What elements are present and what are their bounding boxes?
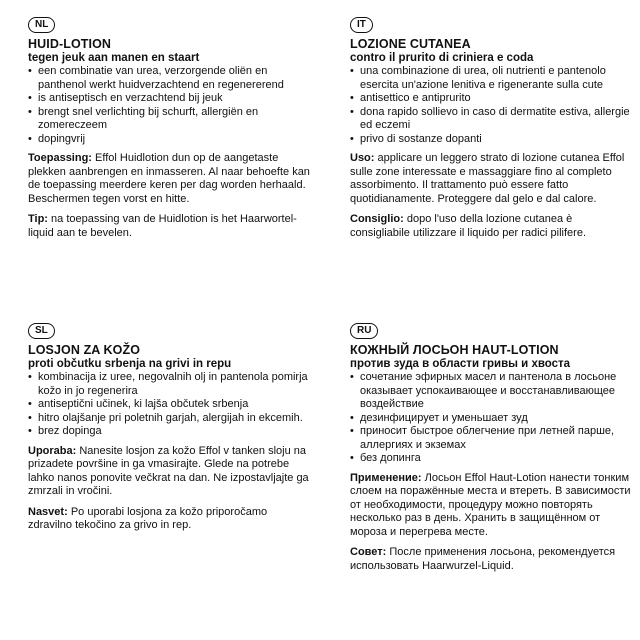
benefits-list-nl — [28, 65, 313, 146]
product-title-ru: КОЖНЫЙ ЛОСЬОН HAUT-LOTION — [350, 343, 559, 357]
panel-nl — [28, 14, 313, 247]
panel-sl — [28, 320, 313, 540]
list-item: • een combinatie van urea, verzorgende oliën en panthenol werkt huidverzachtend en regenererend — [28, 65, 313, 92]
usage-text-nl: Effol Huidlotion dun op de aangetaste plekken aanbrengen en inmasseren. Al naar behoefte kan de toepassing meerdere keren per dag worden herhaald. Beschermen tegen vorst en hitte. — [28, 152, 310, 205]
tip-paragraph-sl — [28, 506, 313, 533]
language-badge-sl: SL — [28, 323, 55, 339]
usage-label-sl: Uporaba: — [28, 444, 77, 457]
usage-paragraph-ru — [350, 472, 635, 540]
list-item: • antisettico e antiprurito — [350, 92, 635, 106]
tip-label-ru: Совет: — [350, 546, 387, 558]
product-title-sl: LOSJON ZA KOŽO — [28, 343, 141, 357]
benefits-list-sl — [28, 371, 313, 439]
list-item: • privo di sostanze dopanti — [350, 133, 635, 147]
list-item: • сочетание эфирных масел и пантенола в лосьоне оказывает успокаивающее и восстанавливающее воздействие — [350, 371, 635, 412]
language-badge-it: IT — [350, 17, 373, 33]
product-title-nl: HUID-LOTION — [28, 37, 112, 51]
list-item: • приносит быстрое облегчение при летней парше, аллергиях и экземах — [350, 425, 635, 452]
usage-label-ru: Применение: — [350, 471, 422, 484]
list-item: • hitro olajšanje pri poletnih garjah, alergijah in ekcemih. — [28, 412, 313, 426]
tip-paragraph-nl — [28, 213, 313, 240]
tip-text-it: dopo l'uso della lozione cutanea è consigliabile utilizzare il liquido per radici pilifere. — [350, 213, 587, 239]
panel-it — [350, 14, 635, 247]
list-item: • без допинга — [350, 452, 635, 466]
usage-paragraph-it — [350, 152, 635, 206]
language-badge-nl: NL — [28, 17, 55, 33]
product-title-it: LOZIONE CUTANEA — [350, 37, 471, 51]
list-item: • brengt snel verlichting bij schurft, allergiën en zomereczeem — [28, 106, 313, 133]
tip-text-ru: После применения лосьона, рекомендуется использовать Haarwurzel-Liquid. — [350, 546, 616, 572]
tip-label-sl: Nasvet: — [28, 505, 68, 518]
product-subtitle-nl: tegen jeuk aan manen en staart — [28, 52, 200, 64]
tip-paragraph-it — [350, 213, 635, 240]
list-item: • dona rapido sollievo in caso di dermatite estiva, allergie ed eczemi — [350, 106, 635, 133]
panel-ru — [350, 320, 635, 580]
language-badge-ru: RU — [350, 323, 378, 339]
list-item: • is antiseptisch en verzachtend bij jeuk — [28, 92, 313, 106]
tip-label-it: Consiglio: — [350, 213, 404, 225]
tip-text-nl: na toepassing van de Huidlotion is het Haarwortel-liquid aan te bevelen. — [28, 213, 297, 239]
usage-label-nl: Toepassing: — [28, 152, 92, 164]
list-item: • kombinacija iz uree, negovalnih olj in pantenola pomirja kožo in jo regenerira — [28, 371, 313, 398]
tip-text-sl: Po uporabi losjona za kožo priporočamo zdravilno tekočino za grivo in rep. — [28, 505, 268, 531]
usage-paragraph-nl — [28, 152, 313, 206]
list-item: • dopingvrij — [28, 133, 313, 147]
usage-label-it: Uso: — [350, 152, 375, 164]
usage-text-ru: Лосьон Effol Haut-Lotion нанести тонким слоем на поражённые места и втереть. В зависимости от необходимости, процедуру можно повторять несколько раз в день. Хранить в защищённом от мороза и перегрева месте. — [350, 471, 631, 538]
list-item: • una combinazione di urea, oli nutrienti e pantenolo esercita un'azione lenitiva e rigenerante sulla cute — [350, 65, 635, 92]
benefits-list-ru — [350, 371, 635, 466]
list-item: • antiseptični učinek, ki lajša občutek srbenja — [28, 398, 313, 412]
product-subtitle-ru: против зуда в области гривы и хвоста — [350, 358, 571, 370]
tip-paragraph-ru — [350, 546, 635, 573]
list-item: • дезинфицирует и уменьшает зуд — [350, 412, 635, 426]
product-subtitle-it: contro il prurito di criniera e coda — [350, 52, 534, 64]
usage-text-sl: Nanesite losjon za kožo Effol v tanken sloju na prizadete površine in ga vmasirajte. Glede na potrebe lahko nanos ponovite večkrat na dan. Ne izpostavljajte ga zmrzali in vročini. — [28, 444, 309, 497]
benefits-list-it — [350, 65, 635, 146]
tip-label-nl: Tip: — [28, 213, 48, 225]
usage-paragraph-sl — [28, 445, 313, 499]
list-item: • brez dopinga — [28, 425, 313, 439]
product-subtitle-sl: proti občutku srbenja na grivi in repu — [28, 358, 232, 370]
usage-text-it: applicare un leggero strato di lozione cutanea Effol sulle zone interessate e massaggiare fino al completo assorbimento. Il trattamento può essere fatto quotidianamente. Proteggere dal gelo e dal calore. — [350, 152, 625, 205]
